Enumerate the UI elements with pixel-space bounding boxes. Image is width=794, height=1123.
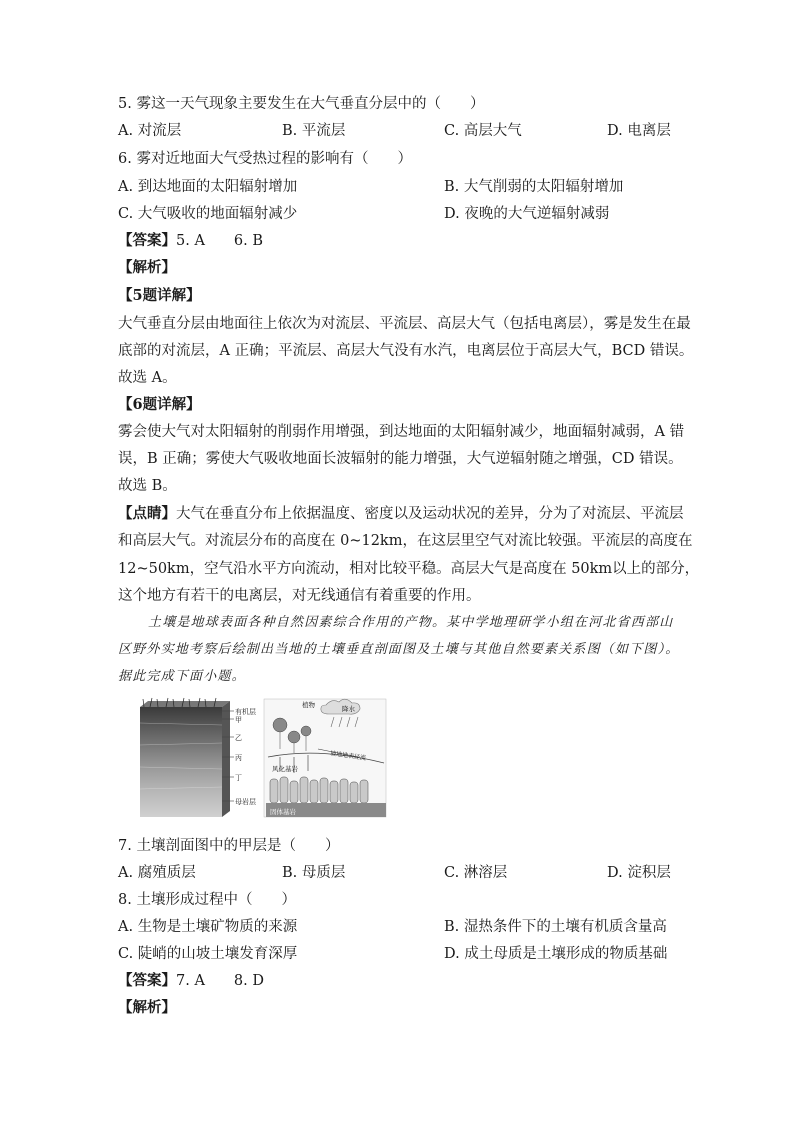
relationship-diagram <box>264 699 386 817</box>
detail-6-line: 误，B 正确；雾使大气吸收地面长波辐射的能力增强，大气逆辐射随之增强，CD 错误。 <box>118 451 683 467</box>
analysis-label-1: 【解析】 <box>118 259 176 276</box>
dianjing-line: 这个地方有若干的电离层，对无线通信有着重要的作用。 <box>118 588 481 604</box>
layer-label: 丁 <box>235 774 242 782</box>
answer-label: 【答案】 <box>118 232 176 249</box>
answer-block-2 <box>118 971 264 991</box>
q6-option-c: C. 大气吸收的地面辐射减少 <box>118 206 298 222</box>
layer-label: 丙 <box>235 754 242 762</box>
q6-option-a: A. 到达地面的太阳辐射增加 <box>118 179 298 195</box>
detail-5-line: 大气垂直分层由地面往上依次为对流层、平流层、高层大气（包括电离层），雾是发生在最 <box>118 316 691 332</box>
detail-5-line: 故选 A。 <box>118 370 177 386</box>
layer-label: 有机层 <box>235 708 256 716</box>
answer-text: 5. A 6. B <box>176 233 264 249</box>
detail-6-line: 故选 B。 <box>118 478 177 494</box>
q5-option-c: C. 高层大气 <box>444 123 522 139</box>
intro-line: 区野外实地考察后绘制出当地的土壤垂直剖面图及土壤与其他自然要素关系图（如下图）。 <box>118 642 680 657</box>
q5-option-b: B. 平流层 <box>282 123 346 139</box>
dianjing-line: 和高层大气。对流层分布的高度在 0~12km，在这层里空气对流比较强。平流层的高度在 <box>118 533 693 549</box>
q6-option-b: B. 大气削弱的太阳辐射增加 <box>444 179 624 195</box>
answer-text: 7. A 8. D <box>176 973 264 989</box>
detail-5-heading: 【5题详解】 <box>118 287 201 304</box>
layer-label: 甲 <box>235 716 242 724</box>
q7-option-d: D. 淀积层 <box>607 865 671 881</box>
question-5-stem: 5. 雾这一天气现象主要发生在大气垂直分层中的（ ） <box>118 96 485 112</box>
q7-option-a: A. 腐殖质层 <box>118 865 196 881</box>
weathering-label: 风化基岩 <box>272 765 298 773</box>
q7-option-c: C. 淋溶层 <box>444 865 508 881</box>
q5-option-a: A. 对流层 <box>118 123 182 139</box>
q8-option-b: B. 湿热条件下的土壤有机质含量高 <box>444 919 667 935</box>
answer-block-1 <box>118 231 263 251</box>
q8-option-d: D. 成土母质是土壤形成的物质基础 <box>444 946 668 962</box>
runoff-label: 坡地地表径流 <box>329 750 367 762</box>
plant-label: 植物 <box>302 701 315 709</box>
dianjing-text: 大气在垂直分布上依据温度、密度以及运动状况的差异，分为了对流层、平流层 <box>176 506 684 522</box>
q5-option-d: D. 电离层 <box>607 123 671 139</box>
soil-profile-figure <box>130 697 388 819</box>
q8-option-c: C. 陡峭的山坡土壤发育深厚 <box>118 946 298 962</box>
intro-line: 土壤是地球表面各种自然因素综合作用的产物。某中学地理研学小组在河北省西部山 <box>148 615 674 630</box>
detail-5-line: 底部的对流层，A 正确；平流层、高层大气没有水汽，电离层位于高层大气，BCD 错误。 <box>118 343 694 359</box>
question-7-stem: 7. 土壤剖面图中的甲层是（ ） <box>118 838 340 854</box>
analysis-label-2: 【解析】 <box>118 999 176 1016</box>
q6-option-d: D. 夜晚的大气逆辐射减弱 <box>444 206 610 222</box>
question-6-stem: 6. 雾对近地面大气受热过程的影响有（ ） <box>118 151 412 167</box>
dianjing-line: 12~50km，空气沿水平方向流动，相对比较平稳。高层大气是高度在 50km以上的部分， <box>118 561 700 577</box>
answer-label: 【答案】 <box>118 972 176 989</box>
bedrock-label: 固体基岩 <box>270 808 296 816</box>
dianjing-first-line <box>118 504 684 524</box>
rain-label: 降水 <box>342 705 355 713</box>
q7-option-b: B. 母质层 <box>282 865 346 881</box>
detail-6-heading: 【6题详解】 <box>118 396 201 413</box>
detail-6-line: 雾会使大气对太阳辐射的削弱作用增强，到达地面的太阳辐射减少，地面辐射减弱，A 错 <box>118 424 685 440</box>
soil-block <box>140 698 230 817</box>
intro-line: 据此完成下面小题。 <box>118 669 246 684</box>
q8-option-a: A. 生物是土壤矿物质的来源 <box>118 919 298 935</box>
layer-label: 乙 <box>235 734 242 742</box>
layer-label: 母岩层 <box>235 798 256 806</box>
question-8-stem: 8. 土壤形成过程中（ ） <box>118 892 296 908</box>
dianjing-label: 【点睛】 <box>118 505 176 522</box>
